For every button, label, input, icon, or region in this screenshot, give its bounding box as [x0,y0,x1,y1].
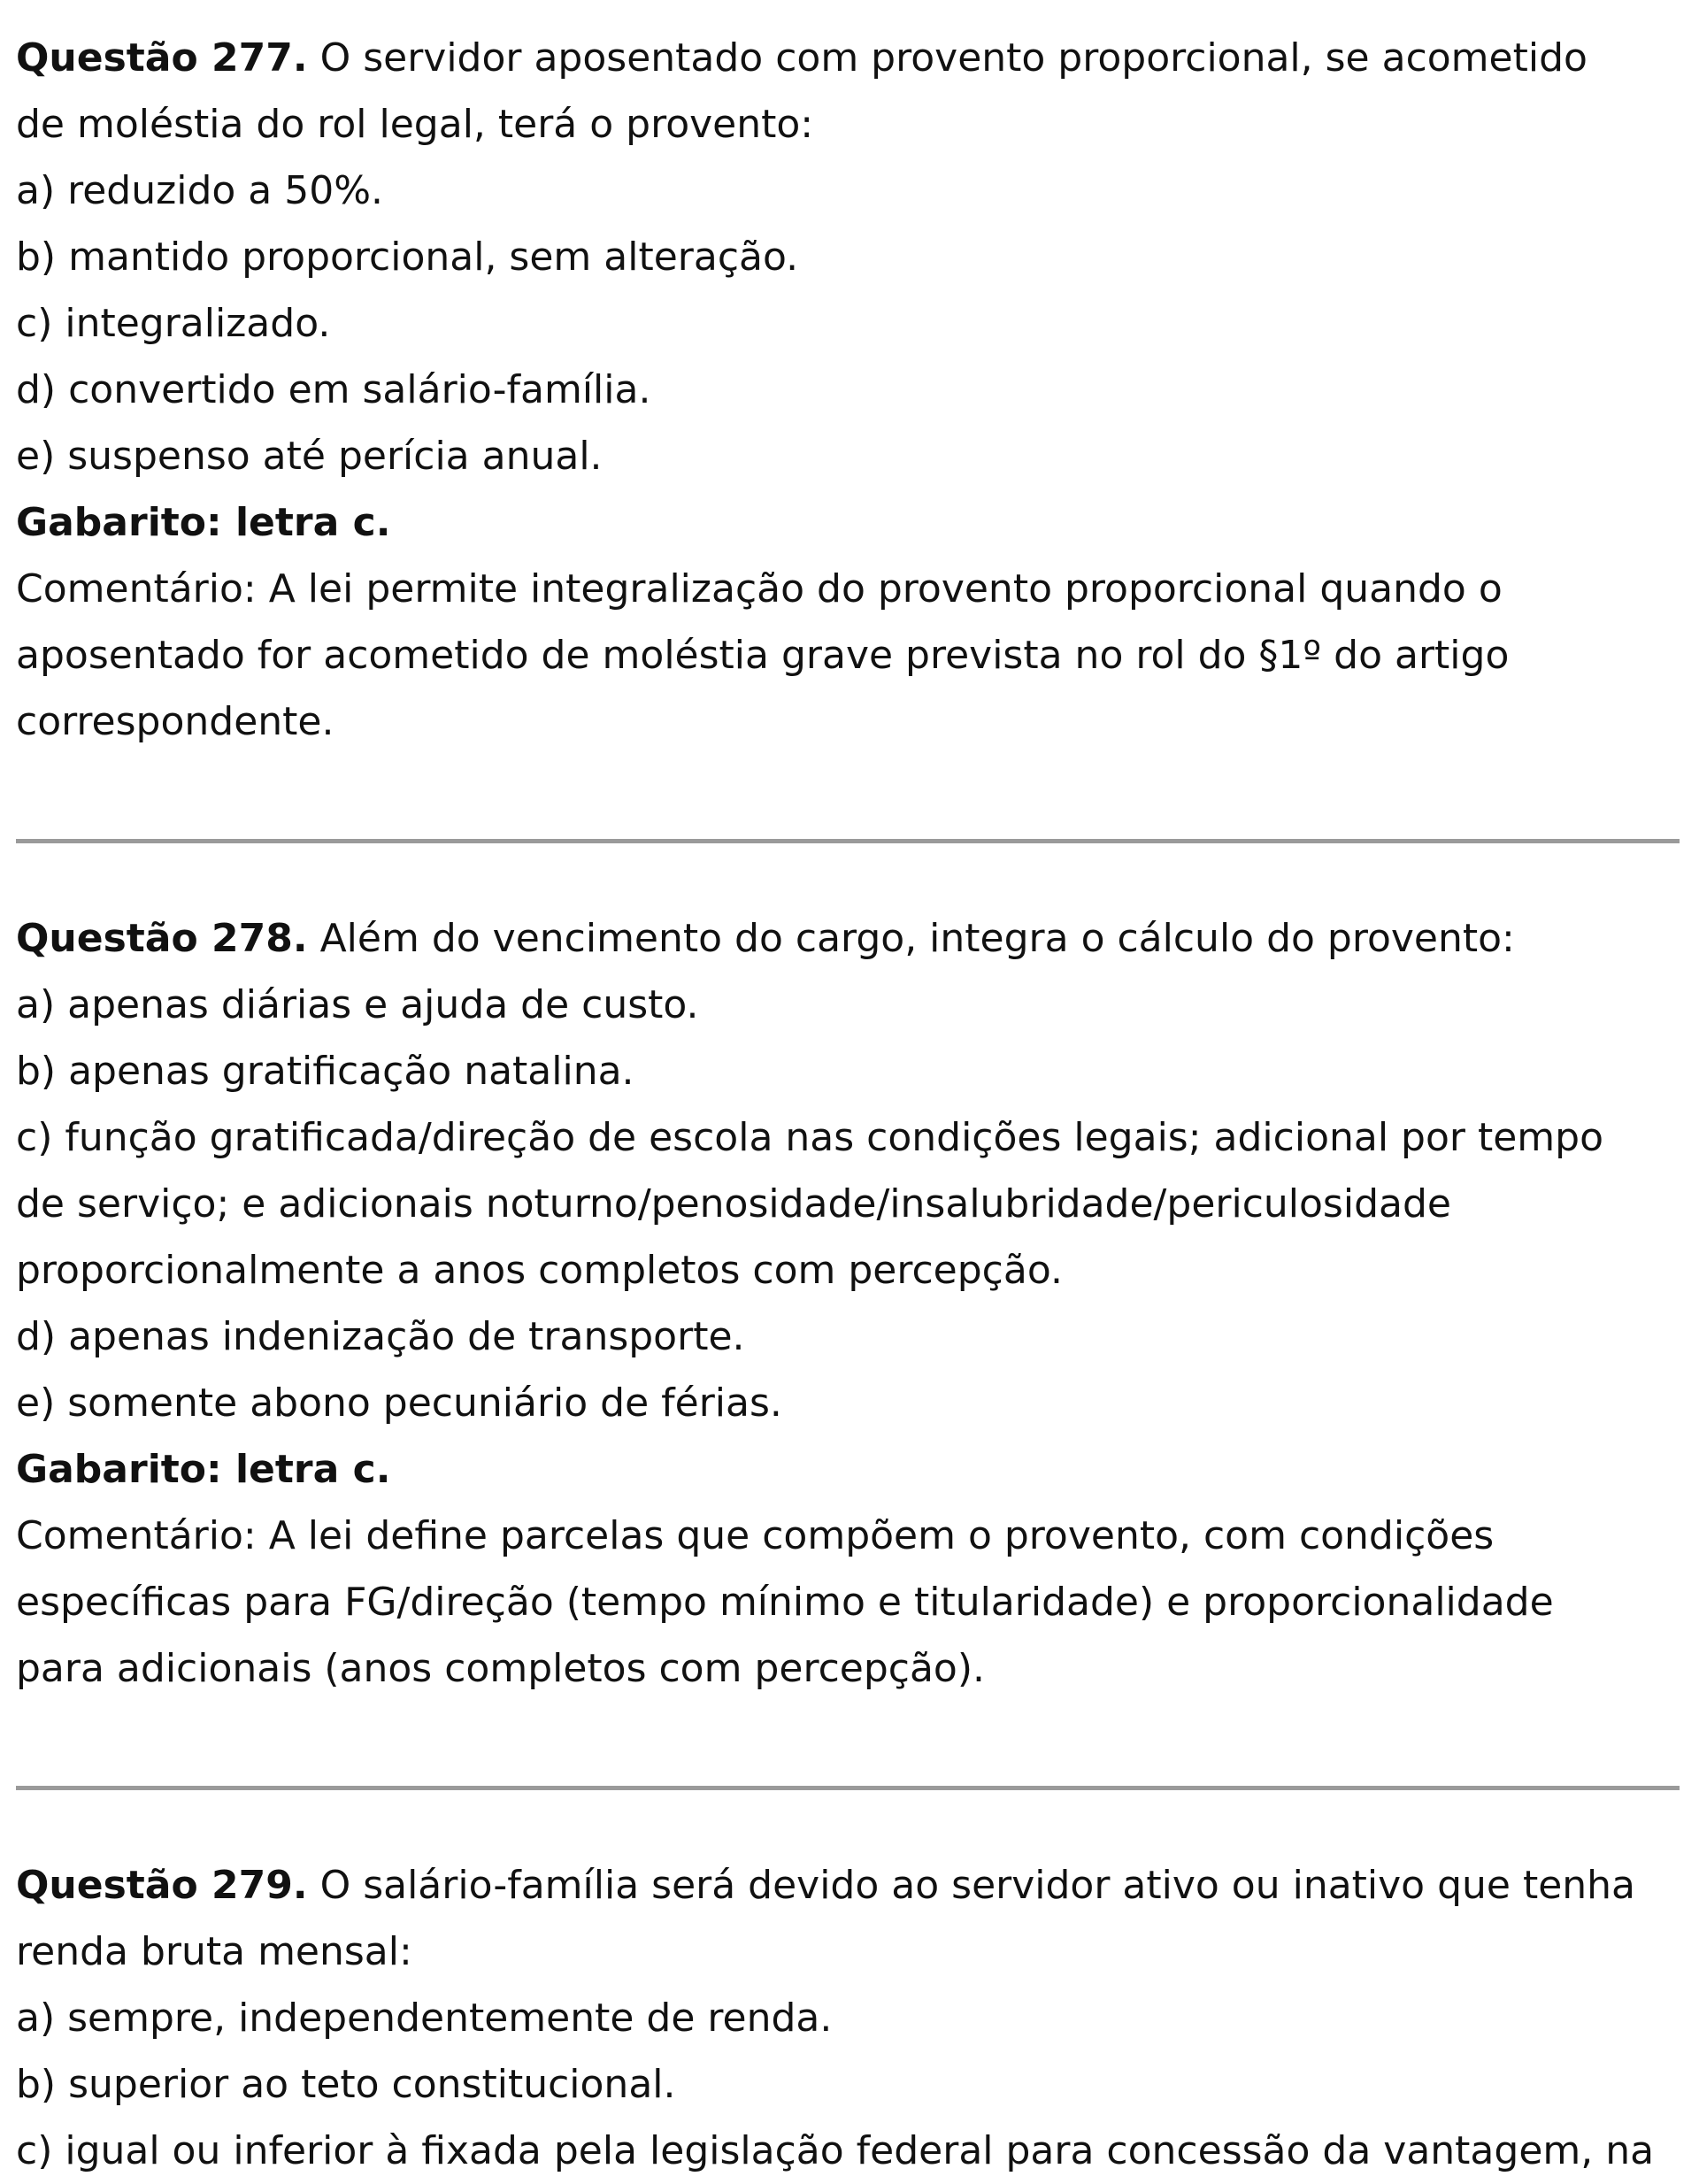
question-stem: Questão 278. Além do vencimento do cargo, integra o cálculo do provento: [16,916,1515,961]
question-278 [16,905,1680,1702]
option-b: b) apenas gratificação natalina. [16,1049,634,1094]
question-label: Questão 278. [16,916,308,961]
question-stem: Questão 279. O salário-família será devido ao servidor ativo ou inativo que tenha [16,1863,1636,1908]
question-label: Questão 277. [16,35,308,81]
option-b: b) mantido proporcional, sem alteração. [16,235,799,280]
question-stem-continued: renda bruta mensal: [16,1929,412,1974]
option-a: a) apenas diárias e ajuda de custo. [16,982,699,1027]
question-label: Questão 279. [16,1863,308,1908]
answer-key: Gabarito: letra c. [16,500,391,545]
option-c-continued: proporcionalmente a anos completos com percepção. [16,1248,1063,1293]
option-b: b) superior ao teto constitucional. [16,2062,676,2107]
comment-line: Comentário: A lei define parcelas que compõem o provento, com condições [16,1513,1495,1558]
question-stem-continued: de moléstia do rol legal, terá o provento: [16,102,814,147]
option-a: a) reduzido a 50%. [16,168,384,213]
option-a: a) sempre, independentemente de renda. [16,1996,833,2041]
question-277 [16,25,1680,755]
option-e: e) somente abono pecuniário de férias. [16,1380,782,1426]
option-e: e) suspenso até perícia anual. [16,434,603,479]
comment-line: aposentado for acometido de moléstia grave prevista no rol do §1º do artigo [16,633,1510,678]
answer-key: Gabarito: letra c. [16,1447,391,1492]
comment-line: para adicionais (anos completos com percepção). [16,1646,985,1691]
question-stem: Questão 277. O servidor aposentado com provento proporcional, se acometido [16,35,1588,81]
option-c: c) função gratificada/direção de escola nas condições legais; adicional por tempo [16,1115,1604,1160]
comment-line: correspondente. [16,699,334,744]
option-c: c) integralizado. [16,301,331,346]
document-page [16,25,1680,2184]
option-c: c) igual ou inferior à fixada pela legislação federal para concessão da vantagem, na [16,2128,1655,2173]
comment-line: específicas para FG/direção (tempo mínimo e titularidade) e proporcionalidade [16,1580,1554,1625]
question-279 [16,1852,1680,2184]
comment-line: Comentário: A lei permite integralização do provento proporcional quando o [16,566,1503,611]
option-d: d) convertido em salário-família. [16,367,651,412]
option-c-continued: de serviço; e adicionais noturno/penosidade/insalubridade/periculosidade [16,1181,1451,1227]
option-d: d) apenas indenização de transporte. [16,1314,745,1359]
